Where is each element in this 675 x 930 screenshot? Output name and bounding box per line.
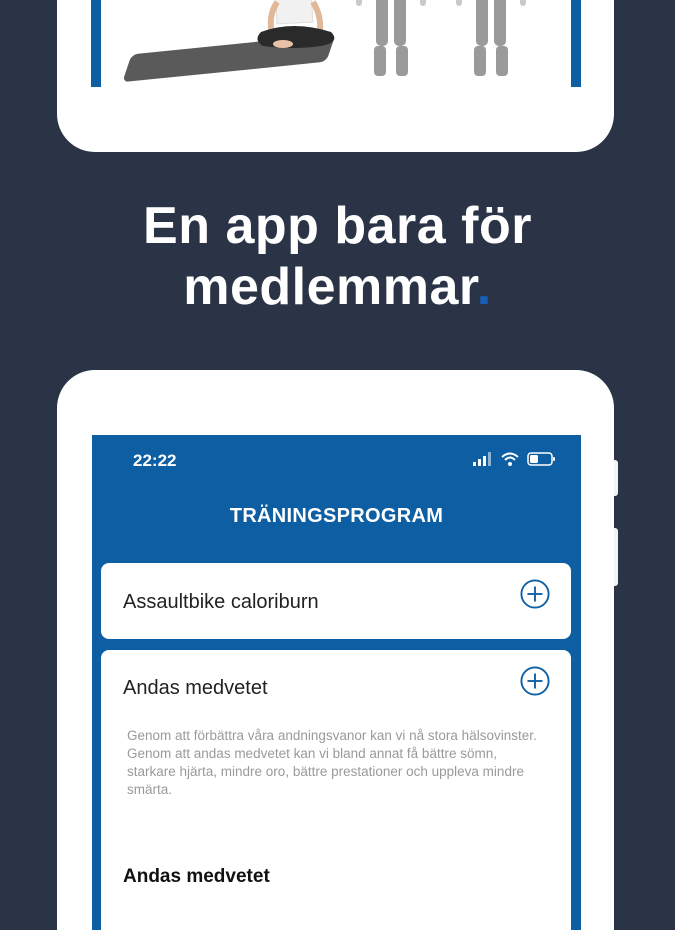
program-subheading: Andas medvetet bbox=[123, 866, 270, 887]
expand-plus-icon[interactable] bbox=[520, 666, 550, 696]
program-title: Assaultbike caloriburn bbox=[123, 591, 319, 613]
anatomy-figures-image bbox=[356, 0, 556, 84]
headline-line-1: En app bara för bbox=[143, 197, 532, 255]
status-icons bbox=[473, 452, 557, 466]
status-bar bbox=[92, 435, 581, 485]
wifi-icon bbox=[501, 452, 519, 466]
screen-title: TRÄNINGSPROGRAM bbox=[229, 505, 444, 527]
promo-headline bbox=[0, 196, 675, 318]
phone-side-button bbox=[614, 528, 618, 586]
bottom-phone-mockup bbox=[57, 370, 614, 930]
battery-icon bbox=[527, 452, 557, 466]
top-phone-screen bbox=[91, 0, 581, 87]
program-card-expanded[interactable] bbox=[101, 650, 571, 930]
headline-line-2-text: medlemmar bbox=[183, 258, 477, 316]
status-time: 22:22 bbox=[133, 451, 177, 470]
signal-icon bbox=[473, 452, 493, 466]
program-description: Genom att förbättra våra andningsvanor kan vi nå stora hälsovinster. Genom att andas medvetet kan vi bland annat få bättre sömn, starkare hjärta, mindre oro, bättre prestationer och uppleva mindre smärta. bbox=[127, 728, 537, 797]
phone-side-button bbox=[614, 460, 618, 496]
headline-accent-dot: . bbox=[476, 258, 492, 316]
meditating-person-image bbox=[181, 0, 381, 72]
expand-plus-icon[interactable] bbox=[520, 579, 550, 609]
top-phone-mockup bbox=[57, 0, 614, 152]
program-title: Andas medvetet bbox=[123, 677, 268, 699]
program-card[interactable] bbox=[101, 563, 571, 639]
app-screen bbox=[92, 435, 581, 930]
headline-line-2 bbox=[0, 257, 675, 318]
